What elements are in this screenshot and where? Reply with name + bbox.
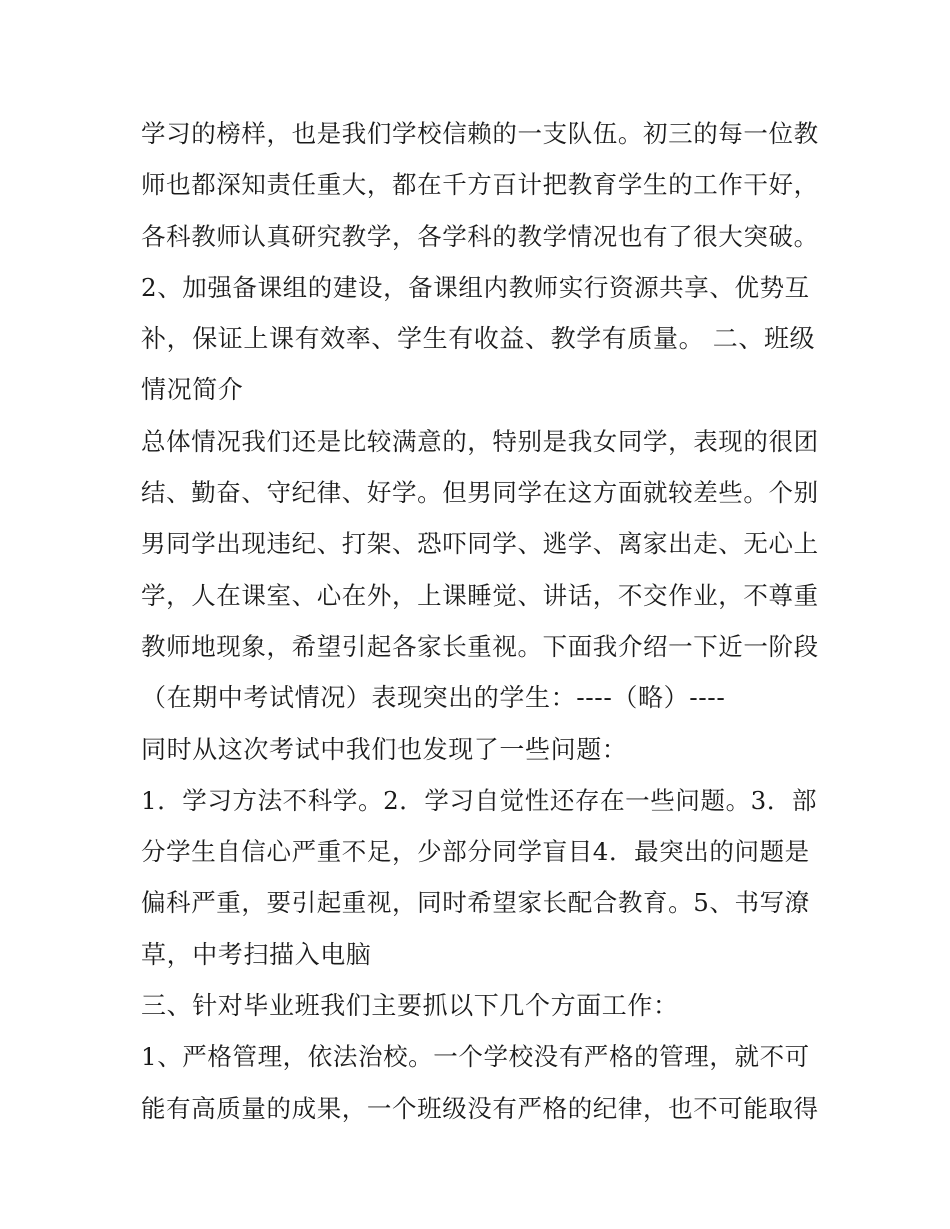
text-line-15: 分学生自信心严重不足，少部分同学盲目4．最突出的问题是 [141,837,810,867]
text-line-19: 1、严格管理，依法治校。一个学校没有严格的管理，就不可 [141,1042,810,1072]
text-line-9: 男同学出现违纪、打架、恐吓同学、逃学、离家出走、无心上 [141,529,819,559]
text-line-14: 1．学习方法不科学。2．学习自觉性还存在一些问题。3．部 [141,785,818,815]
text-line-2: 师也都深知责任重大，都在千方百计把教育学生的工作干好， [141,170,819,200]
text-line-7: 总体情况我们还是比较满意的，特别是我女同学，表现的很团 [141,426,819,456]
text-line-3: 各科教师认真研究教学，各学科的教学情况也有了很大突破。 [141,221,819,251]
text-line-1: 学习的榜样，也是我们学校信赖的一支队伍。初三的每一位教 [141,119,819,148]
text-line-11: 教师地现象，希望引起各家长重视。下面我介绍一下近一阶段 [141,631,819,661]
text-line-8: 结、勤奋、守纪律、好学。但男同学在这方面就较差些。个别 [141,478,819,508]
text-line-10: 学，人在课室、心在外，上课睡觉、讲话，不交作业，不尊重 [141,580,819,610]
section-heading-graduating-class: 三、针对毕业班我们主要抓以下几个方面工作： [141,991,679,1021]
text-line-13: 同时从这次考试中我们也发现了一些问题： [141,734,628,764]
document-body [141,108,821,1134]
text-line-20: 能有高质量的成果，一个班级没有严格的纪律，也不可能取得 [141,1093,819,1123]
text-line-17: 草，中考扫描入电脑 [141,939,372,969]
section-heading-class-situation: 情况简介 [141,375,244,405]
text-line-4: 2、加强备课组的建设，备课组内教师实行资源共享、优势互 [141,272,810,302]
text-line-5: 补，保证上课有效率、学生有收益、教学有质量。 二、班级 [141,324,816,354]
text-line-16: 偏科严重，要引起重视，同时希望家长配合教育。5、书写潦 [141,888,810,918]
text-line-12: （在期中考试情况）表现突出的学生：----（略）---- [141,683,726,713]
